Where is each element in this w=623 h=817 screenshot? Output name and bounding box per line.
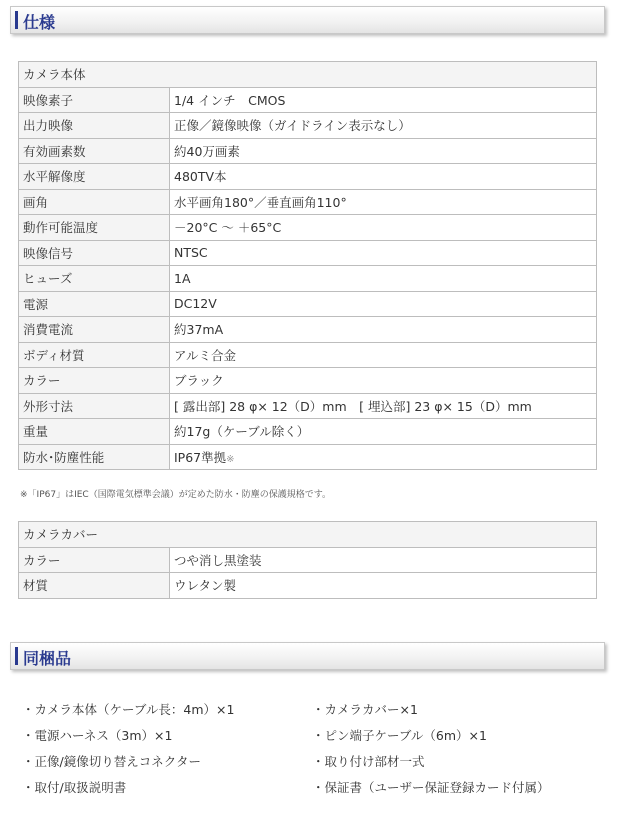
spec-value: 1/4 インチ CMOS — [170, 87, 597, 113]
included-heading: 同梱品 — [23, 649, 72, 668]
spec-label: 動作可能温度 — [19, 215, 170, 241]
table-row — [19, 138, 597, 164]
table-row — [19, 240, 597, 266]
footnote: ※「IP67」はIEC（国際電気標準会議）が定めた防水・防塵の保護規格です。 — [20, 490, 331, 500]
spec-label: 防水･防塵性能 — [19, 444, 170, 470]
table-row — [19, 291, 597, 317]
spec-label: 画角 — [19, 189, 170, 215]
list-item: ・保証書（ユーザー保証登録カード付属） — [312, 780, 550, 795]
spec-label: 映像素子 — [19, 87, 170, 113]
list-item: ・ピン端子ケーブル（6m）×1 — [312, 728, 487, 743]
spec-value: アルミ合金 — [170, 342, 597, 368]
spec-value: 約37mA — [170, 317, 597, 343]
camera-body-section-label: カメラ本体 — [19, 62, 597, 88]
spec-label: 電源 — [19, 291, 170, 317]
list-item: ・正像/鏡像切り替えコネクター — [22, 754, 201, 769]
spec-value — [170, 444, 597, 470]
camera-cover-section-label: カメラカバー — [19, 522, 597, 548]
spec-value: ウレタン製 — [170, 573, 597, 599]
table-row — [19, 62, 597, 88]
table-row — [19, 113, 597, 139]
spec-label: 消費電流 — [19, 317, 170, 343]
spec-value: DC12V — [170, 291, 597, 317]
camera-body-spec-table — [18, 61, 597, 470]
spec-value: 水平画角180°／垂直画角110° — [170, 189, 597, 215]
list-item: ・取り付け部材一式 — [312, 754, 425, 769]
spec-value: [ 露出部] 28 φ× 12（D）mm [ 埋込部] 23 φ× 15（D）mm — [170, 393, 597, 419]
table-row — [19, 393, 597, 419]
spec-value: 1A — [170, 266, 597, 292]
heading-accent-bar — [15, 647, 18, 665]
spec-value: つや消し黒塗装 — [170, 547, 597, 573]
spec-value: NTSC — [170, 240, 597, 266]
list-item: ・電源ハーネス（3m）×1 — [22, 728, 173, 743]
spec-label: ボディ材質 — [19, 342, 170, 368]
spec-label: ヒューズ — [19, 266, 170, 292]
spec-value: 約17g（ケーブル除く） — [170, 419, 597, 445]
spec-label: 有効画素数 — [19, 138, 170, 164]
spec-label: 映像信号 — [19, 240, 170, 266]
spec-heading: 仕様 — [23, 13, 56, 32]
heading-accent-bar — [15, 11, 18, 29]
spec-section-header — [10, 6, 605, 34]
spec-label: 重量 — [19, 419, 170, 445]
spec-label: 水平解像度 — [19, 164, 170, 190]
table-row — [19, 444, 597, 470]
list-item: ・取付/取扱説明書 — [22, 780, 127, 795]
spec-label: カラー — [19, 547, 170, 573]
table-row — [19, 164, 597, 190]
spec-label: 材質 — [19, 573, 170, 599]
camera-cover-spec-table — [18, 521, 597, 599]
spec-value: 約40万画素 — [170, 138, 597, 164]
list-item: ・カメラカバー×1 — [312, 702, 418, 717]
table-row — [19, 419, 597, 445]
table-row — [19, 522, 597, 548]
table-row — [19, 342, 597, 368]
spec-value: ブラック — [170, 368, 597, 394]
table-row — [19, 573, 597, 599]
spec-label: カラー — [19, 368, 170, 394]
spec-value: 正像／鏡像映像（ガイドライン表示なし） — [170, 113, 597, 139]
table-row — [19, 368, 597, 394]
waterproof-value: IP67準拠 — [174, 449, 227, 465]
spec-label: 外形寸法 — [19, 393, 170, 419]
included-section-header — [10, 642, 605, 670]
table-row — [19, 547, 597, 573]
table-row — [19, 87, 597, 113]
spec-value: －20°C ～ ＋65°C — [170, 215, 597, 241]
footnote-mark: ※ — [226, 453, 235, 465]
spec-value: 480TV本 — [170, 164, 597, 190]
table-row — [19, 266, 597, 292]
list-item: ・カメラ本体（ケーブル長：4m）×1 — [22, 702, 235, 717]
table-row — [19, 317, 597, 343]
table-row — [19, 215, 597, 241]
table-row — [19, 189, 597, 215]
spec-label: 出力映像 — [19, 113, 170, 139]
